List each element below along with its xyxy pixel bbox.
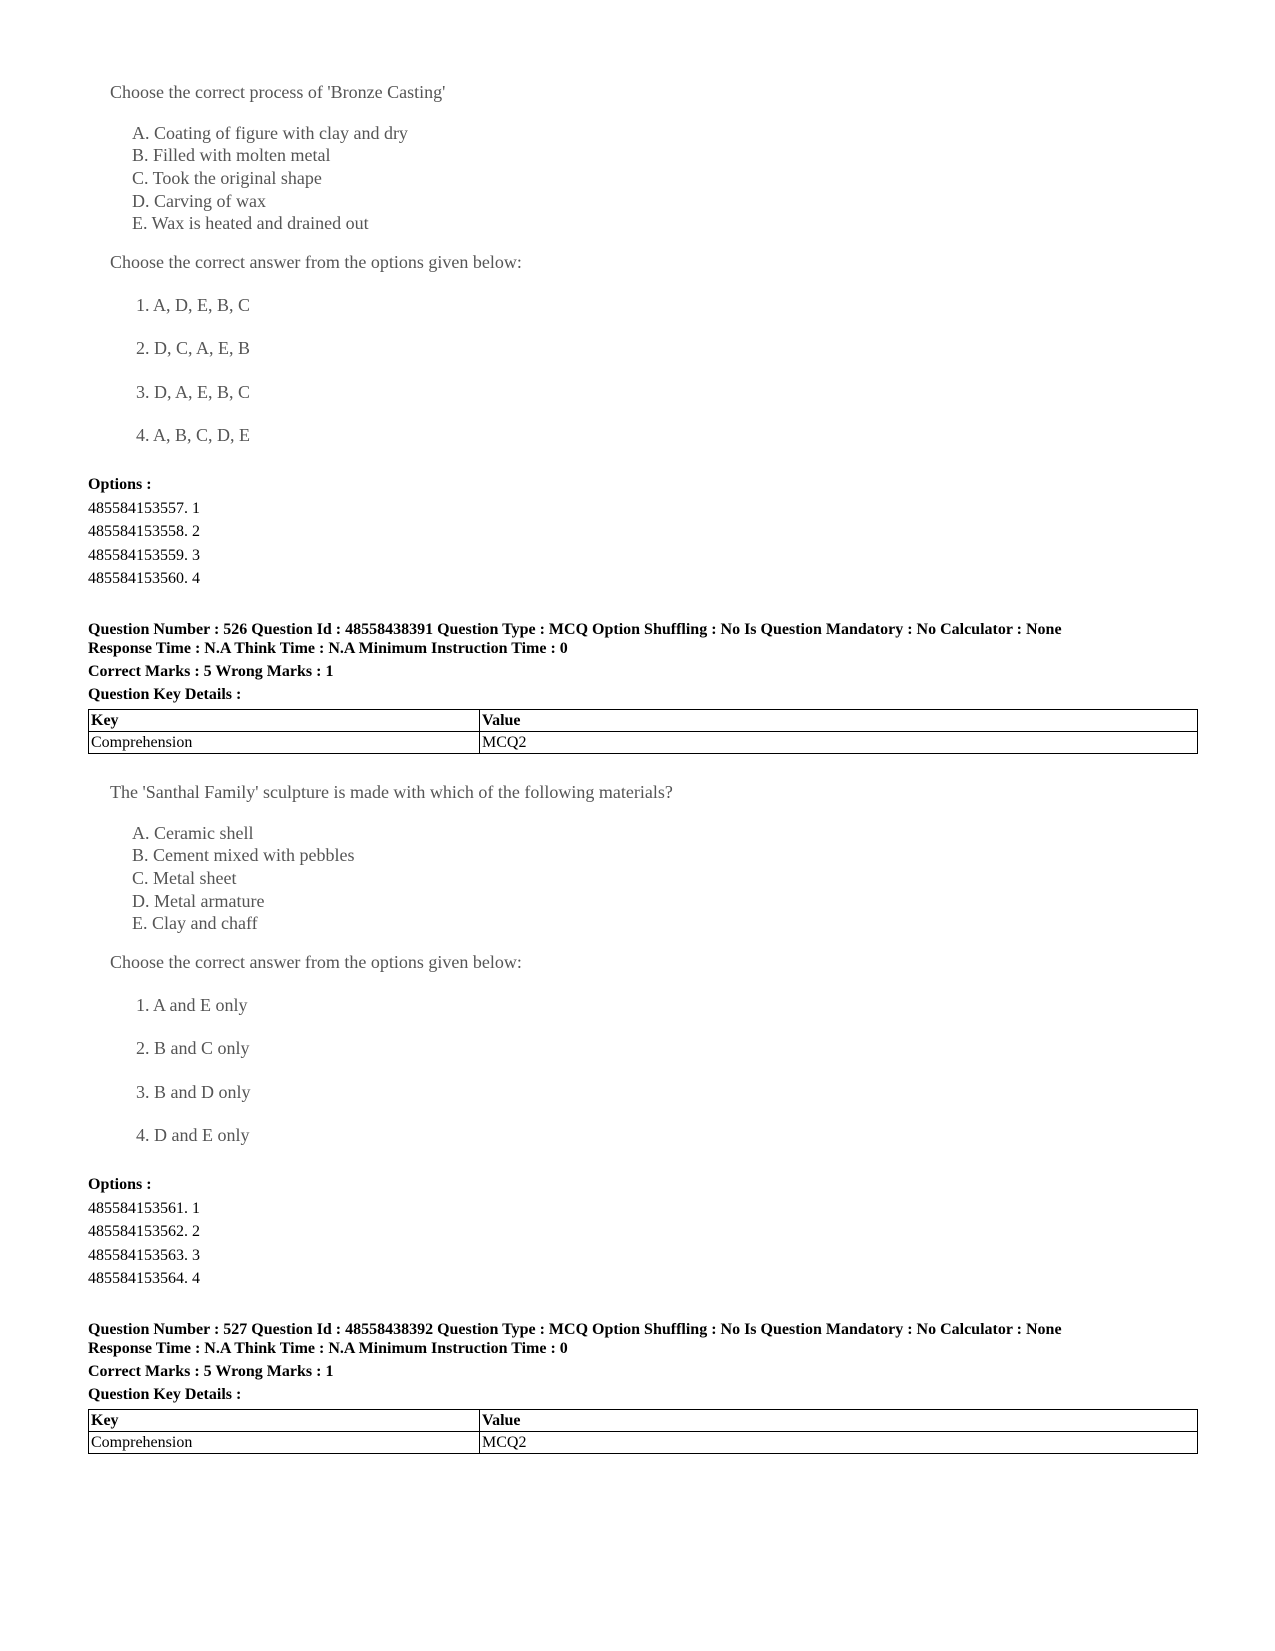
question-timing-line: Response Time : N.A Think Time : N.A Minimum Instruction Time : 0 xyxy=(88,1340,568,1357)
statement-item: B. Cement mixed with pebbles xyxy=(132,845,355,866)
option-item: 485584153557. 1 xyxy=(88,499,200,517)
key-header: Key xyxy=(89,1410,480,1432)
table-row xyxy=(89,732,1198,754)
table-header-row xyxy=(89,1410,1198,1432)
options-block-526 xyxy=(88,1173,200,1291)
choice-item: 3. B and D only xyxy=(136,1081,251,1102)
question-instruction: Choose the correct answer from the options given below: xyxy=(110,252,522,273)
statement-item: A. Coating of figure with clay and dry xyxy=(132,122,408,143)
statement-item: D. Carving of wax xyxy=(132,190,266,211)
key-details-table-527 xyxy=(88,1409,1198,1454)
key-details-label: Question Key Details : xyxy=(88,1386,242,1403)
question-stem: The 'Santhal Family' sculpture is made with which of the following materials? xyxy=(110,782,673,802)
option-item: 485584153562. 2 xyxy=(88,1223,200,1240)
statement-item: C. Metal sheet xyxy=(132,867,237,888)
statement-item: A. Ceramic shell xyxy=(132,822,254,843)
question-meta-line: Question Number : 526 Question Id : 48558438391 Question Type : MCQ Option Shuffling : No Is Question Mandatory : No Calculator : None xyxy=(88,621,1062,638)
choice-list xyxy=(110,994,673,1168)
choice-item: 1. A and E only xyxy=(136,994,248,1015)
key-details-table-526 xyxy=(88,709,1198,754)
question-stem: Choose the correct process of 'Bronze Casting' xyxy=(110,82,446,102)
key-details-label: Question Key Details : xyxy=(88,686,242,703)
option-item: 485584153561. 1 xyxy=(88,1199,200,1217)
statement-item: D. Metal armature xyxy=(132,890,265,911)
choice-item: 4. A, B, C, D, E xyxy=(136,425,251,446)
question-instruction: Choose the correct answer from the options given below: xyxy=(110,952,522,973)
value-header: Value xyxy=(480,710,1198,732)
key-cell: Comprehension xyxy=(89,732,480,754)
choice-list xyxy=(110,294,522,468)
options-label: Options : xyxy=(88,476,152,493)
choice-item: 2. D, C, A, E, B xyxy=(136,338,251,359)
value-header: Value xyxy=(480,1410,1198,1432)
question-meta-527 xyxy=(88,1320,1198,1404)
key-header: Key xyxy=(89,710,480,732)
option-item: 485584153559. 3 xyxy=(88,546,200,564)
options-label: Options : xyxy=(88,1176,152,1193)
statement-list xyxy=(110,122,522,235)
question-image-525 xyxy=(110,82,522,468)
question-meta-526 xyxy=(88,620,1198,704)
statement-item: B. Filled with molten metal xyxy=(132,145,331,166)
table-row xyxy=(89,1432,1198,1454)
question-timing-line: Response Time : N.A Think Time : N.A Minimum Instruction Time : 0 xyxy=(88,640,568,657)
statement-list xyxy=(110,822,673,935)
option-item: 485584153564. 4 xyxy=(88,1270,200,1287)
value-cell: MCQ2 xyxy=(480,732,1198,754)
choice-item: 2. B and C only xyxy=(136,1038,250,1059)
question-meta-line: Question Number : 527 Question Id : 48558438392 Question Type : MCQ Option Shuffling : No Is Question Mandatory : No Calculator : None xyxy=(88,1321,1062,1338)
option-item: 485584153563. 3 xyxy=(88,1246,200,1264)
value-cell: MCQ2 xyxy=(480,1432,1198,1454)
option-item: 485584153560. 4 xyxy=(88,570,200,587)
question-image-526 xyxy=(110,782,673,1168)
option-item: 485584153558. 2 xyxy=(88,523,200,540)
key-cell: Comprehension xyxy=(89,1432,480,1454)
choice-item: 4. D and E only xyxy=(136,1125,250,1146)
question-marks: Correct Marks : 5 Wrong Marks : 1 xyxy=(88,663,334,680)
statement-item: C. Took the original shape xyxy=(132,167,322,188)
choice-item: 1. A, D, E, B, C xyxy=(136,294,251,315)
options-block-525 xyxy=(88,473,200,591)
statement-item: E. Wax is heated and drained out xyxy=(132,213,369,234)
table-header-row xyxy=(89,710,1198,732)
choice-item: 3. D, A, E, B, C xyxy=(136,381,251,402)
statement-item: E. Clay and chaff xyxy=(132,913,258,934)
question-marks: Correct Marks : 5 Wrong Marks : 1 xyxy=(88,1363,334,1380)
